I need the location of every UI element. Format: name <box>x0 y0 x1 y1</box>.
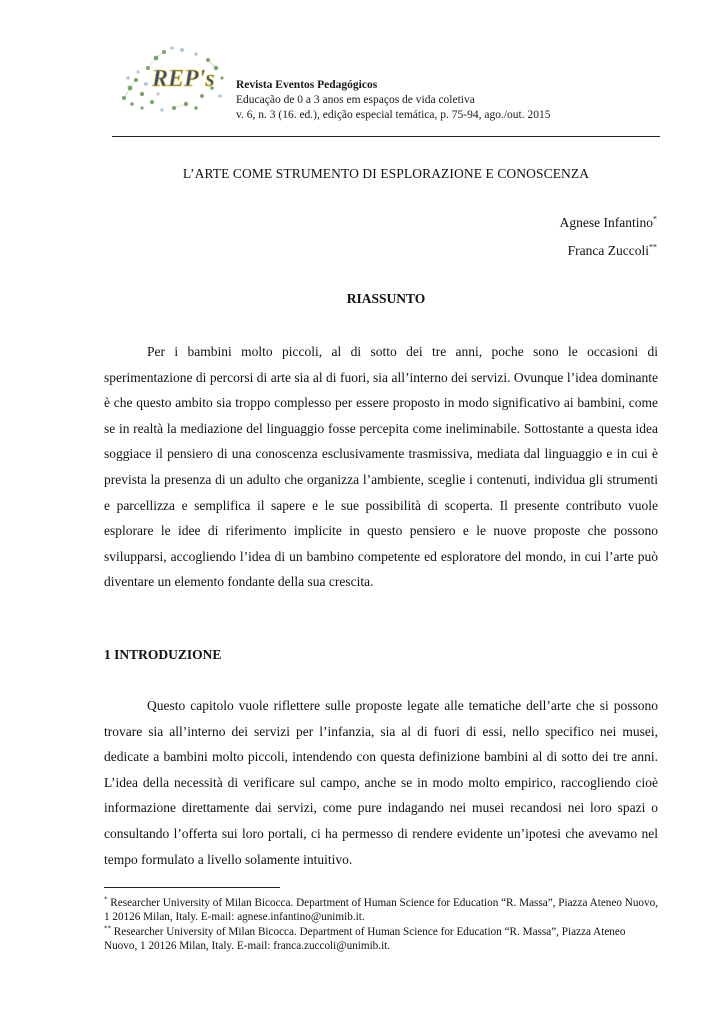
introduction-paragraph: Questo capitolo vuole riflettere sulle proposte legate alle tematiche dell’arte che si possono trovare sia all’interno dei servizi per l’infanzia, sia al di fuori di essi, nello specifico nei musei, dedicate a bambini molto piccoli, intendendo con questa definizione bambini al di sotto dei tre anni. L’idea della necessità di verificare sul campo, anche se in modo molto empirico, raccogliendo cioè informazione direttamente dai servizi, come pure indagando nei musei recandosi nei loro spazi o consultando l’offerta sui loro portali, ci ha permesso di rendere evidente un’ipotesi che avevamo nel tempo formulato a livello solamente intuitivo. <box>104 698 658 867</box>
abstract-heading: RIASSUNTO <box>346 291 426 306</box>
author-1-footnote-mark[interactable]: * <box>653 214 657 224</box>
author-1-name: Agnese Infantino <box>559 215 653 230</box>
introduction-heading: 1 INTRODUZIONE <box>104 647 222 662</box>
paper-title: L’ARTE COME STRUMENTO DI ESPLORAZIONE E CONOSCENZA <box>182 166 590 181</box>
footnote-2-text: Researcher University of Milan Bicocca. Department of Human Science for Education “R. Massa”, Piazza Ateneo Nuovo, 1 20126 Milan, Italy. E-mail: franca.zuccoli@unimib.it. <box>104 926 626 952</box>
author-2 <box>568 243 657 259</box>
footnote-1-mark: * <box>104 895 108 904</box>
footnote-1-text: Researcher University of Milan Bicocca. Department of Human Science for Education “R. Massa”, Piazza Ateneo Nuovo, 1 20126 Milan, Italy. E-mail: agnese.infantino@unimib.it. <box>104 897 658 923</box>
abstract-paragraph: Per i bambini molto piccoli, al di sotto dei tre anni, poche sono le occasioni di sperimentazione di percorsi di arte sia al di fuori, sia all’interno dei servizi. Ovunque l’idea dominante è che questo ambito sia troppo complesso per essere proposto in modo significativo ai bambini, come se in realtà la mediazione del linguaggio fosse percepita come ineliminabile. Sottostante a questa idea soggiace il pensiero di una conoscenza esclusivamente trasmissiva, mediata dal linguaggio e in cui è prevista la presenza di un adulto che organizza l’ambiente, sceglie i contenuti, individua gli strumenti e parcellizza e semplifica il sapere e le sue possibilità di scoperta. Il presente contributo vuole esplorare le idee di riferimento implicite in questo pensiero e le nuove proposte che possono svilupparsi, accogliendo l’idea di un bambino competente ed esploratore del mondo, in cui l’arte può diventare un elemento fondante della sua crescita. <box>104 344 658 590</box>
footnote-1 <box>104 896 658 924</box>
journal-header <box>112 38 660 136</box>
author-2-name: Franca Zuccoli <box>567 243 649 258</box>
journal-issue: v. 6, n. 3 (16. ed.), edição especial temática, p. 75-94, ago./out. 2015 <box>236 109 551 121</box>
footnote-2-mark: ** <box>104 924 111 933</box>
journal-name: Revista Eventos Pedagógicos <box>236 79 378 91</box>
footnote-2 <box>104 925 658 953</box>
author-2-footnote-mark[interactable]: ** <box>649 242 657 252</box>
header-divider <box>112 136 660 137</box>
footnote-divider <box>104 887 280 888</box>
journal-subtitle: Educação de 0 a 3 anos em espaços de vida coletiva <box>236 94 475 106</box>
journal-logo-icon <box>112 38 232 118</box>
header-text <box>236 78 550 123</box>
logo-text: REP's <box>152 66 215 92</box>
author-1 <box>560 215 657 231</box>
